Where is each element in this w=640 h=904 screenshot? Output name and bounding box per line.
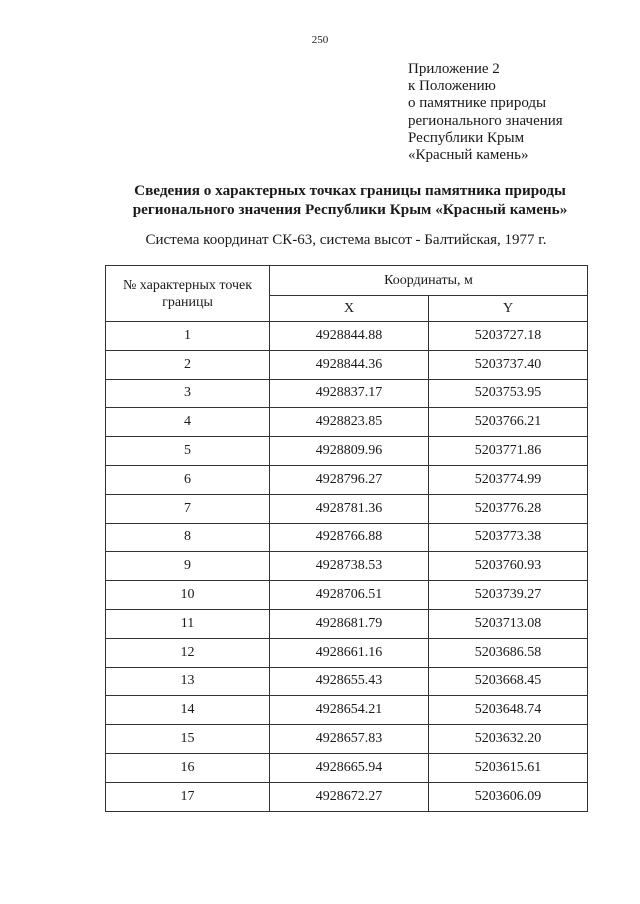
x-coordinate-cell: 4928844.36	[270, 350, 429, 379]
appendix-line: к Положению	[408, 78, 496, 95]
table-row	[106, 667, 588, 696]
header-point-number: № характерных точек границы	[106, 266, 270, 322]
x-coordinate-cell: 4928654.21	[270, 696, 429, 725]
title-line: регионального значения Республики Крым «Красный камень»	[132, 201, 568, 218]
y-coordinate-cell: 5203648.74	[429, 696, 588, 725]
y-coordinate-cell: 5203668.45	[429, 667, 588, 696]
x-coordinate-cell: 4928665.94	[270, 753, 429, 782]
x-coordinate-cell: 4928766.88	[270, 523, 429, 552]
page-number: 250	[311, 34, 329, 46]
y-coordinate-cell: 5203727.18	[429, 322, 588, 351]
x-coordinate-cell: 4928681.79	[270, 609, 429, 638]
y-coordinate-cell: 5203713.08	[429, 609, 588, 638]
table-row	[106, 523, 588, 552]
point-number-cell: 2	[106, 350, 270, 379]
title-line: Сведения о характерных точках границы памятника природы	[134, 182, 566, 199]
y-coordinate-cell: 5203776.28	[429, 494, 588, 523]
appendix-line: «Красный камень»	[408, 147, 529, 164]
point-number-cell: 6	[106, 465, 270, 494]
y-coordinate-cell: 5203606.09	[429, 782, 588, 811]
point-number-cell: 16	[106, 753, 270, 782]
y-coordinate-cell: 5203771.86	[429, 437, 588, 466]
y-coordinate-cell: 5203615.61	[429, 753, 588, 782]
table-row	[106, 350, 588, 379]
point-number-cell: 15	[106, 725, 270, 754]
x-coordinate-cell: 4928837.17	[270, 379, 429, 408]
table-body	[106, 322, 588, 812]
table-row	[106, 725, 588, 754]
appendix-note	[408, 61, 563, 164]
x-coordinate-cell: 4928809.96	[270, 437, 429, 466]
table-row	[106, 609, 588, 638]
table-row	[106, 465, 588, 494]
table-row	[106, 782, 588, 811]
point-number-cell: 10	[106, 581, 270, 610]
point-number-cell: 14	[106, 696, 270, 725]
header-coordinates: Координаты, м	[270, 266, 588, 296]
point-number-cell: 3	[106, 379, 270, 408]
y-coordinate-cell: 5203737.40	[429, 350, 588, 379]
y-coordinate-cell: 5203773.38	[429, 523, 588, 552]
header-y: Y	[429, 296, 588, 322]
point-number-cell: 11	[106, 609, 270, 638]
point-number-cell: 1	[106, 322, 270, 351]
y-coordinate-cell: 5203632.20	[429, 725, 588, 754]
appendix-line: Республики Крым	[408, 129, 525, 146]
x-coordinate-cell: 4928655.43	[270, 667, 429, 696]
table-row	[106, 494, 588, 523]
table-row	[106, 696, 588, 725]
table-row	[106, 408, 588, 437]
table-row	[106, 638, 588, 667]
point-number-cell: 5	[106, 437, 270, 466]
y-coordinate-cell: 5203760.93	[429, 552, 588, 581]
x-coordinate-cell: 4928796.27	[270, 465, 429, 494]
x-coordinate-cell: 4928661.16	[270, 638, 429, 667]
x-coordinate-cell: 4928657.83	[270, 725, 429, 754]
appendix-line: о памятнике природы	[408, 95, 547, 112]
x-coordinate-cell: 4928844.88	[270, 322, 429, 351]
appendix-line: регионального значения	[408, 112, 563, 129]
x-coordinate-cell: 4928706.51	[270, 581, 429, 610]
y-coordinate-cell: 5203753.95	[429, 379, 588, 408]
point-number-cell: 12	[106, 638, 270, 667]
x-coordinate-cell: 4928823.85	[270, 408, 429, 437]
y-coordinate-cell: 5203686.58	[429, 638, 588, 667]
point-number-cell: 4	[106, 408, 270, 437]
boundary-points-table	[105, 265, 588, 812]
coordinate-system-caption: Система координат СК-63, система высот - Балтийская, 1977 г.	[145, 232, 547, 248]
table-row	[106, 437, 588, 466]
table-row	[106, 322, 588, 351]
header-x: X	[270, 296, 429, 322]
table-row	[106, 552, 588, 581]
y-coordinate-cell: 5203766.21	[429, 408, 588, 437]
table-row	[106, 753, 588, 782]
point-number-cell: 9	[106, 552, 270, 581]
x-coordinate-cell: 4928672.27	[270, 782, 429, 811]
y-coordinate-cell: 5203739.27	[429, 581, 588, 610]
table-row	[106, 581, 588, 610]
point-number-cell: 8	[106, 523, 270, 552]
appendix-line: Приложение 2	[408, 61, 500, 77]
point-number-cell: 17	[106, 782, 270, 811]
table-row	[106, 379, 588, 408]
document-title	[60, 181, 640, 219]
x-coordinate-cell: 4928781.36	[270, 494, 429, 523]
y-coordinate-cell: 5203774.99	[429, 465, 588, 494]
x-coordinate-cell: 4928738.53	[270, 552, 429, 581]
point-number-cell: 7	[106, 494, 270, 523]
point-number-cell: 13	[106, 667, 270, 696]
